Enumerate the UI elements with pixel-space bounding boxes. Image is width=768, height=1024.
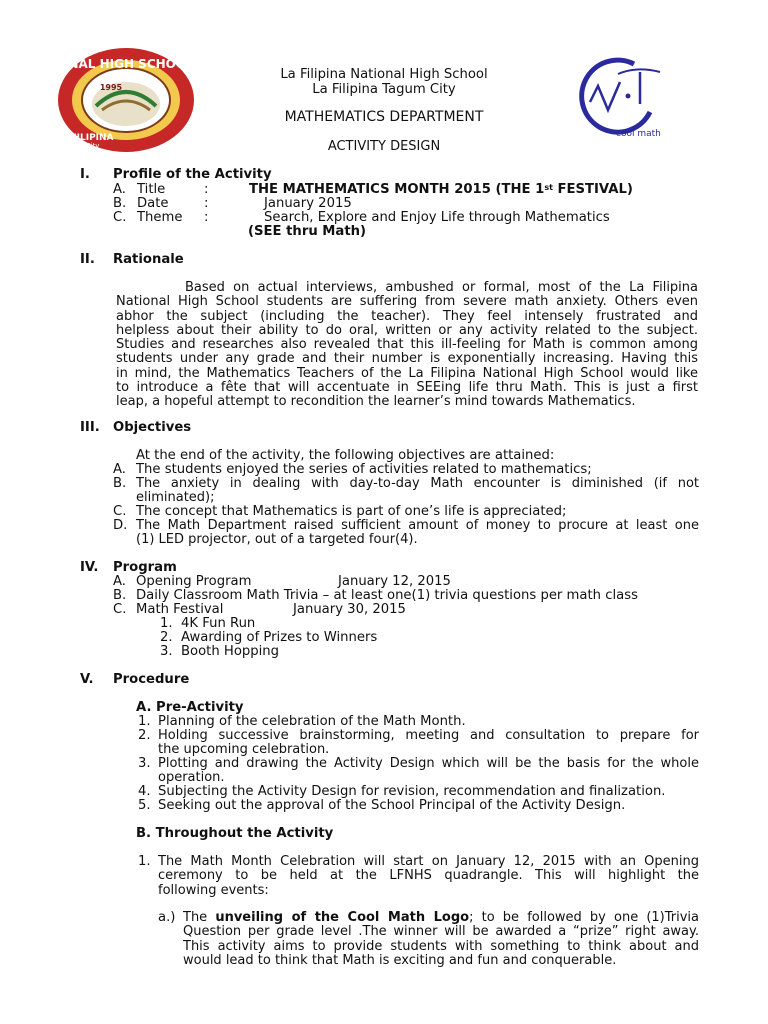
seal-text-bottom: FILIPINA [70,133,114,143]
throughout-text: The Math Month Celebration will start on January 12, 2015 with an Opening ceremony to be held at the LFNHS quadrangle. This will highlight the following events: [158,854,699,898]
profile-title-value: THE MATHEMATICS MONTH 2015 (THE 1st FESTIVAL) [249,182,633,197]
festival-item-text: Awarding of Prizes to Winners [181,630,378,645]
profile-sep: : [204,196,209,211]
objective-text: The concept that Mathematics is part of one’s life is appreciated; [136,504,567,519]
pre-activity-number: 5. [138,798,151,813]
program-label: Daily Classroom Math Trivia – at least one(1) trivia questions per math class [136,588,638,603]
objective-letter: D. [113,518,128,533]
section-2-title: Rationale [113,252,184,267]
pre-activity-text: Plotting and drawing the Activity Design which will be the basis for the whole operation. [158,756,699,786]
profile-letter: A. [113,182,126,197]
profile-label: Theme [137,210,183,225]
school-address: La Filipina Tagum City [312,82,456,97]
profile-letter: B. [113,196,127,211]
throughout-activity-title: B. Throughout the Activity [136,826,334,841]
pre-activity-title: A. Pre-Activity [136,700,244,715]
seal-text-city: m City [76,142,100,150]
profile-sep: : [204,182,209,197]
section-5-number: V. [80,672,94,687]
rationale-paragraph: Based on actual interviews, ambushed or formal, most of the La Filipina National High School students are suffering from severe math anxiety. Others even abhor the subject (including the teacher). They feel intensely frustrated and helpless about their ability to do oral, written or any activity related to the subject. Studies and researches also revealed that this ill-feeling for Math is common among students under any grade and their number is exponentially increasing. Having this in mind, the Mathematics Teachers of the La Filipina National High School would like to introduce a fête that will accentuate in SEEing life thru Math. This is just a first leap, a hopeful attempt to recondition the learner’s mind towards Mathematics. [116,280,698,410]
section-1-title: Profile of the Activity [113,167,272,182]
festival-item-number: 2. [160,630,173,645]
pre-activity-number: 3. [138,756,151,771]
section-3-number: III. [80,420,100,435]
event-a-text: The unveiling of the Cool Math Logo; to be followed by one (1)Trivia Question per grade level .The winner will be awarded a “prize” right away. This activity aims to provide students with something to think about and would lead to think that Math is exciting and fun and conquerable. [183,910,700,968]
objective-text: The Math Department raised sufficient amount of money to procure at least one (1) LED projector, out of a targeted four(4). [136,518,699,548]
profile-sep: : [204,210,209,225]
pre-activity-number: 4. [138,784,151,799]
section-1-number: I. [80,167,90,182]
section-4-title: Program [113,560,177,575]
pre-activity-text: Holding successive brainstorming, meeting and consultation to prepare for the upcoming celebration. [158,728,699,758]
objective-text: The anxiety in dealing with day-to-day Math encounter is diminished (if not eliminated); [136,476,699,506]
festival-item-text: 4K Fun Run [181,616,256,631]
festival-item-number: 3. [160,644,173,659]
program-date: January 12, 2015 [338,574,451,589]
section-5-title: Procedure [113,672,190,687]
school-seal-logo [56,48,194,150]
profile-label: Title [137,182,166,197]
logo-caption: cool math [616,129,661,139]
seal-text-top: ONAL HIGH SCHOOL [58,57,194,71]
pre-activity-number: 2. [138,728,151,743]
objective-letter: C. [113,504,127,519]
pre-activity-number: 1. [138,714,151,729]
pre-activity-text: Subjecting the Activity Design for revision, recommendation and finalization. [158,784,666,799]
pre-activity-text: Planning of the celebration of the Math Month. [158,714,466,729]
profile-letter: C. [113,210,127,225]
school-name: La Filipina National High School [280,67,488,82]
profile-theme-value: Search, Explore and Enjoy Life through Mathematics [264,210,610,225]
document-title: ACTIVITY DESIGN [327,139,441,154]
program-date: January 30, 2015 [293,602,406,617]
section-4-number: IV. [80,560,99,575]
seal-text-year: 1995 [99,83,123,92]
profile-date-value: January 2015 [264,196,352,211]
program-label: Opening Program [136,574,252,589]
throughout-number: 1. [138,854,151,869]
section-3-title: Objectives [113,420,192,435]
pre-activity-text: Seeking out the approval of the School Principal of the Activity Design. [158,798,626,813]
profile-label: Date [137,196,169,211]
objective-letter: A. [113,462,126,477]
section-2-number: II. [80,252,95,267]
objective-text: The students enjoyed the series of activities related to mathematics; [136,462,592,477]
program-letter: A. [113,574,126,589]
program-letter: C. [113,602,127,617]
objective-letter: B. [113,476,127,491]
objectives-intro: At the end of the activity, the following objectives are attained: [136,448,555,463]
festival-item-text: Booth Hopping [181,644,280,659]
festival-item-number: 1. [160,616,173,631]
program-label: Math Festival [136,602,224,617]
event-a-label: a.) [158,910,176,925]
cool-math-logo [564,52,674,142]
profile-theme-sub: (SEE thru Math) [248,224,367,239]
department-title: MATHEMATICS DEPARTMENT [284,109,484,125]
program-letter: B. [113,588,127,603]
